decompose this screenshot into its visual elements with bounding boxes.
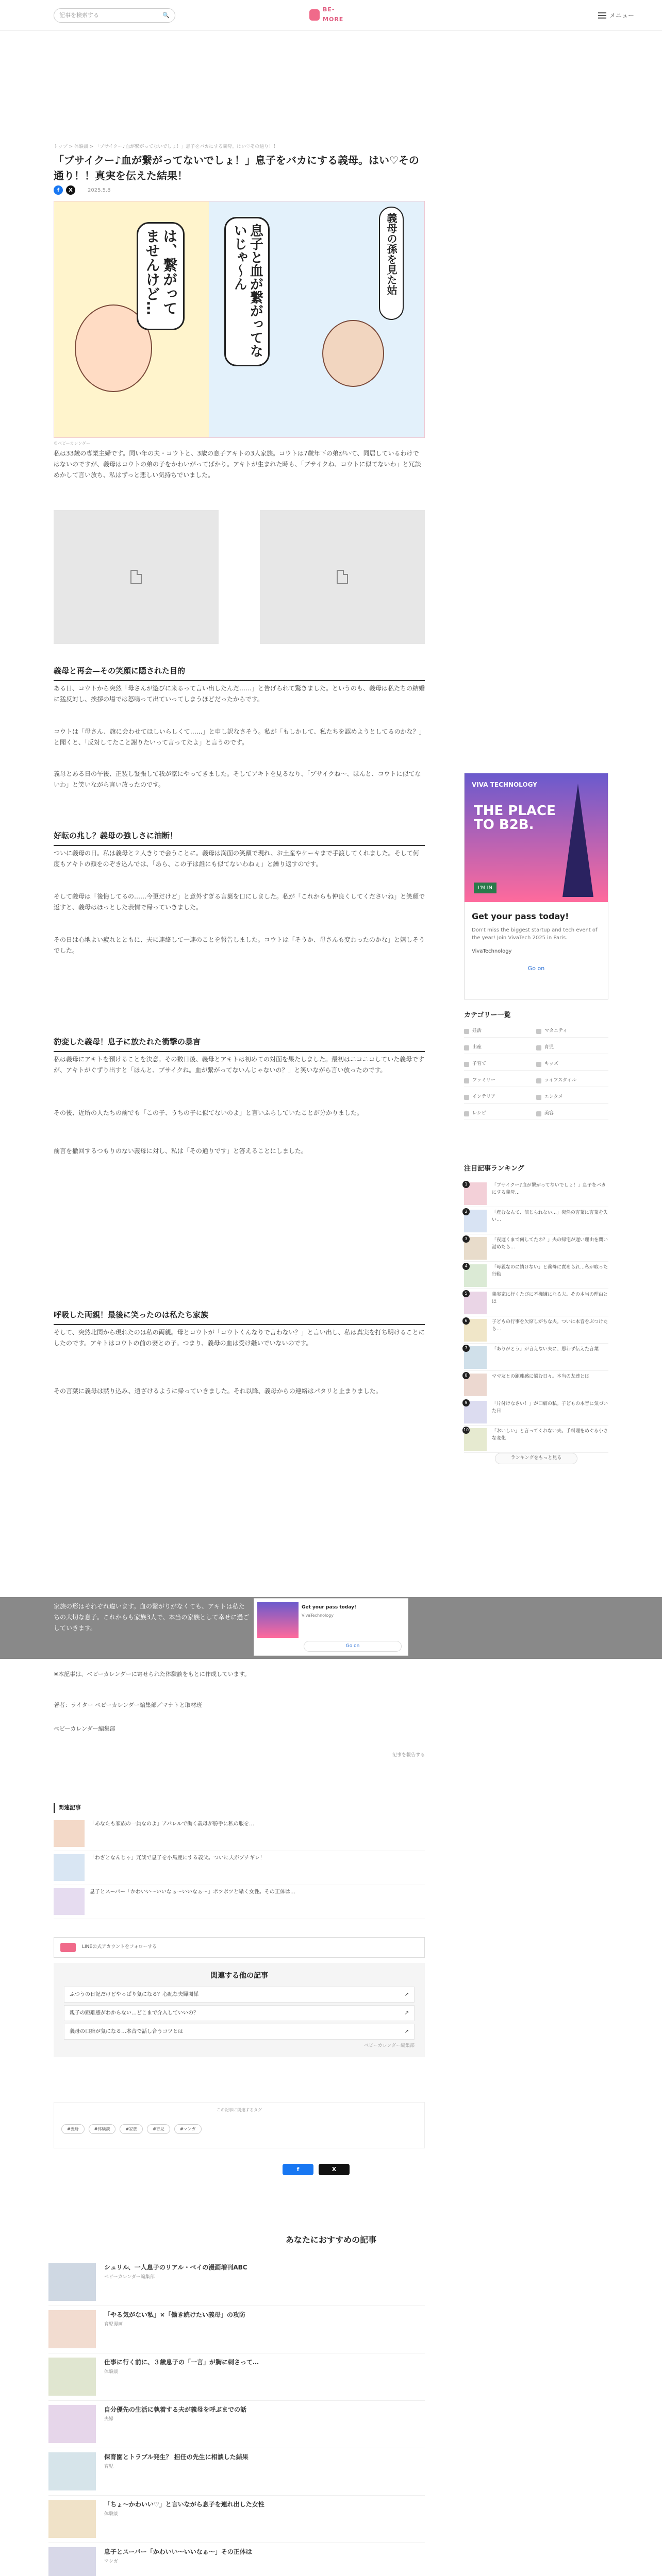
related-item-title: 息子とスーパー「かわいい〜いいなぁ〜いいなぁ〜」ポツポツと囁く女性。その正体は… bbox=[90, 1889, 295, 1895]
rank-number: 4 bbox=[462, 1263, 470, 1270]
ranking-item[interactable] bbox=[464, 1426, 608, 1453]
recommend-item-source: 育児 bbox=[104, 2464, 114, 2469]
category-icon bbox=[536, 1029, 541, 1034]
category-item[interactable] bbox=[464, 1075, 536, 1087]
ranking-item[interactable] bbox=[464, 1180, 608, 1207]
rank-number: 2 bbox=[462, 1208, 470, 1215]
category-item[interactable] bbox=[536, 1075, 608, 1087]
category-label: エンタメ bbox=[544, 1094, 563, 1099]
qa-item[interactable] bbox=[64, 2024, 415, 2040]
category-item[interactable] bbox=[536, 1042, 608, 1054]
share-icons bbox=[54, 185, 111, 195]
recommend-item-title: 息子とスーパー「かわいい〜いいなぁ〜」その正体は bbox=[104, 2548, 252, 2555]
category-title: カテゴリー一覧 bbox=[464, 1011, 511, 1019]
category-item[interactable] bbox=[464, 1042, 536, 1054]
sidebar-ad-image bbox=[465, 773, 608, 902]
hero-comic-image bbox=[54, 201, 425, 438]
paragraph: そして、突然北関から現れたのは私の両親。母とコウトが「コウトくんなりで言わない？」と言い出し、私は真実を打ち明けることにしたのです。アキトはコウトの前の妻との子。つまり、義母の血は受け継いでいないのです。 bbox=[54, 1329, 425, 1347]
recommend-item-source: 育児漫画 bbox=[104, 2322, 123, 2327]
ranking-item-title: 「片付けなさい！」が口癖の私。子どもの本音に気づいた日 bbox=[492, 1401, 608, 1414]
tag-chip[interactable]: #育児 bbox=[147, 2124, 170, 2134]
ranking-item[interactable] bbox=[464, 1262, 608, 1289]
paragraph: その後、近所の人たちの前でも「この子、うちの子に似てないのよ」と言いふらしていたことが分かりました。 bbox=[54, 1109, 363, 1116]
ranking-thumb bbox=[464, 1182, 487, 1205]
category-item[interactable] bbox=[464, 1025, 536, 1038]
eiffel-tower-shape bbox=[562, 784, 593, 897]
ranking-item-title: 「ありがとう」が言えない夫に、思わず伝えた言葉 bbox=[492, 1347, 599, 1352]
recommend-thumb bbox=[48, 2500, 96, 2538]
category-label: 子育て bbox=[472, 1061, 487, 1066]
category-item[interactable] bbox=[464, 1091, 536, 1104]
qa-item-text: 親子の距離感がわからない…どこまで介入していいの？ bbox=[70, 2010, 198, 2016]
related-thumb bbox=[54, 1820, 85, 1847]
recommend-thumb bbox=[48, 2358, 96, 2396]
related-title: 関連記事 bbox=[54, 1803, 425, 1813]
category-label: 妊活 bbox=[472, 1028, 482, 1033]
ranking-item-title: 「夜遅くまで何してたの？」夫の帰宅が遅い理由を問い詰めたら… bbox=[492, 1238, 608, 1250]
recommend-item[interactable] bbox=[48, 2496, 425, 2543]
category-item[interactable] bbox=[536, 1025, 608, 1038]
related-articles bbox=[54, 1803, 425, 1919]
tag-chip[interactable]: #家族 bbox=[120, 2124, 143, 2134]
category-icon bbox=[464, 1045, 469, 1050]
recommend-item[interactable] bbox=[48, 2306, 425, 2353]
tags-title: この記事に関連するタグ bbox=[217, 2108, 262, 2112]
recommend-item[interactable] bbox=[48, 2353, 425, 2401]
ad-headline: THE PLACE TO B2B. bbox=[474, 803, 556, 833]
ranking-item[interactable] bbox=[464, 1289, 608, 1316]
share-buttons bbox=[283, 2164, 350, 2175]
ranking-thumb bbox=[464, 1428, 487, 1451]
ad-slot[interactable] bbox=[260, 510, 425, 644]
search-box[interactable] bbox=[54, 8, 175, 23]
ad-slot[interactable] bbox=[54, 510, 219, 644]
disclaimer: ※本記事は、ベビーカレンダーに寄せられた体験談をもとに作成しています。 bbox=[54, 1671, 250, 1677]
qa-item-text: 義母の口癖が気になる…本音で話し合うコツとは bbox=[70, 2028, 183, 2035]
category-label: 育児 bbox=[544, 1044, 554, 1050]
qa-item[interactable] bbox=[64, 1987, 415, 2003]
overlay-paragraph: 家族の形はそれぞれ違います。血の繋がりがなくても、アキトは私たちの大切な息子。これからも家族3人で、本当の家族として幸せに過ごしていきます。 bbox=[54, 1603, 250, 1632]
ad-placeholder-icon bbox=[337, 570, 348, 584]
menu-button[interactable] bbox=[598, 10, 634, 21]
ranking-thumb bbox=[464, 1374, 487, 1396]
category-label: ファミリー bbox=[472, 1077, 495, 1083]
category-item[interactable] bbox=[536, 1058, 608, 1071]
category-icon bbox=[464, 1029, 469, 1034]
ad-cta[interactable]: Go on bbox=[527, 965, 545, 972]
category-label: レシピ bbox=[472, 1110, 486, 1116]
category-label: 美容 bbox=[544, 1110, 554, 1116]
ranking-item-title: 子どもの行事を欠席しがちな夫。ついに本音をぶつけたら… bbox=[492, 1319, 608, 1332]
x-share-button[interactable]: X bbox=[319, 2164, 350, 2175]
recommend-thumb bbox=[48, 2310, 96, 2348]
recommend-thumb bbox=[48, 2405, 96, 2443]
recommend-item-source: ベビーカレンダー編集部 bbox=[104, 2275, 155, 2280]
ranking-thumb bbox=[464, 1210, 487, 1232]
recommend-thumb bbox=[48, 2547, 96, 2576]
ranking-thumb bbox=[464, 1237, 487, 1260]
recommend-item-title: 「ちょ〜かわいい♡」と言いながら息子を連れ出した女性 bbox=[104, 2501, 264, 2508]
tag-chip[interactable]: #義母 bbox=[61, 2124, 85, 2134]
rank-number: 6 bbox=[462, 1317, 470, 1325]
site-header bbox=[0, 0, 662, 31]
recommend-item-title: 自分優先の生活に執着する夫が義母を呼ぶまでの話 bbox=[104, 2406, 247, 2413]
ad-brand: VIVA TECHNOLOGY bbox=[472, 781, 537, 788]
rank-number: 5 bbox=[462, 1290, 470, 1297]
line-logo-icon bbox=[60, 1943, 76, 1952]
related-item-title: 「あなたも家族の一員なのよ」アパレルで働く義母が勝手に私の服を… bbox=[90, 1821, 254, 1827]
ranking-item[interactable] bbox=[464, 1398, 608, 1426]
author-line: 著者：ライター ベビーカレンダー編集部／マナトと取材班 bbox=[54, 1702, 202, 1708]
related-item[interactable] bbox=[54, 1851, 425, 1885]
ranking-item-title: 「産むなんて、信じられない…」突然の言葉に言葉を失い… bbox=[492, 1210, 608, 1223]
rank-number: 3 bbox=[462, 1235, 470, 1243]
grandmother-face bbox=[322, 320, 384, 387]
category-icon bbox=[464, 1062, 469, 1067]
category-label: マタニティ bbox=[544, 1028, 568, 1033]
category-icon bbox=[464, 1111, 469, 1116]
related-item[interactable] bbox=[54, 1885, 425, 1919]
ranking-item-title: 義実家に行くたびに不機嫌になる夫。その本当の理由とは bbox=[492, 1292, 608, 1304]
recommend-item[interactable] bbox=[48, 2543, 425, 2576]
recommend-item-source: マンガ bbox=[104, 2559, 119, 2564]
logo-mark-icon bbox=[309, 9, 320, 21]
section-heading: 呼吸した両親！最後に笑ったのは私たち家族 bbox=[54, 1309, 425, 1325]
recommend-item[interactable] bbox=[48, 2401, 425, 2448]
qa-item[interactable] bbox=[64, 2005, 415, 2021]
paragraph: コウトは「母さん、旗に会わせてほしいらしくて……」と申し訳なさそう。私が「もしかして、私たちを認めようとしてるのかな？」と聞くと、「反対してたこと謝りたいって言ってたよ」と言うのです。 bbox=[54, 728, 422, 746]
paragraph: 前言を撤回するつもりのない義母に対し、私は「その通りです」と答えることにしました。 bbox=[54, 1147, 307, 1155]
rank-number: 7 bbox=[462, 1345, 470, 1352]
paragraph: 義母とある日の午後、正装し緊張して我が家にやってきました。そしてアキトを見るなり、「ブサイクね〜、ほんと、コウトに似てないわ」と笑いながら言い放ったのです。 bbox=[54, 770, 421, 788]
ranking-item[interactable] bbox=[464, 1316, 608, 1344]
tag-chip[interactable]: #マンガ bbox=[174, 2124, 202, 2134]
category-item[interactable] bbox=[464, 1108, 536, 1120]
category-icon bbox=[536, 1078, 541, 1083]
category-label: インテリア bbox=[472, 1094, 496, 1099]
facebook-share-button[interactable]: f bbox=[283, 2164, 313, 2175]
search-icon[interactable]: 🔍 bbox=[162, 11, 170, 19]
category-icon bbox=[536, 1111, 541, 1116]
category-list bbox=[464, 1025, 608, 1120]
intro-paragraph: 私は33歳の専業主婦です。同い年の夫・コウトと、3歳の息子アキトの3人家族。コウトは7歳年下の弟がいて、同居しているわけではないのですが、義母はコウトの弟の子をかわいがってばかり。アキトが生まれた時も、「ブサイクね、コウトに似てないわ」と冗談めかして言い放ち、私はずっと悲しい気持ちでいました。 bbox=[54, 450, 421, 479]
sidebar-ad[interactable] bbox=[464, 773, 608, 999]
rank-number: 10 bbox=[462, 1427, 470, 1434]
recommend-list bbox=[48, 2259, 425, 2576]
category-item[interactable] bbox=[464, 1058, 536, 1071]
recommend-item-source: 体験談 bbox=[104, 2369, 119, 2375]
line-follow-box[interactable] bbox=[54, 1937, 425, 1958]
ranking-thumb bbox=[464, 1319, 487, 1342]
qa-box bbox=[54, 1963, 425, 2057]
ranking-item-title: 「おいしい」と言ってくれない夫。手料理をめぐる小さな変化 bbox=[492, 1429, 608, 1441]
overlay-ad-image bbox=[257, 1602, 299, 1638]
paragraph: その日は心地よい疲れとともに、夫に連絡して一連のことを報告しました。コウトは「そうか、母さんも変わったのかな」と嬉しそうでした。 bbox=[54, 936, 425, 954]
hamburger-icon bbox=[598, 12, 606, 19]
rank-number: 9 bbox=[462, 1399, 470, 1406]
overlay-ad-desc: VivaTechnology bbox=[302, 1613, 334, 1618]
recommend-thumb bbox=[48, 2263, 96, 2301]
ranking-more-button[interactable]: ランキングをもっと見る bbox=[495, 1453, 577, 1464]
site-logo[interactable] bbox=[309, 6, 353, 24]
overlay-ad[interactable] bbox=[254, 1598, 408, 1656]
ad-placeholder-icon bbox=[130, 570, 142, 584]
category-item[interactable] bbox=[536, 1108, 608, 1120]
paragraph: そして義母は「後悔してるの……今更だけど」と意外すぎる言葉を口にしました。私が「これからも仲良くしてくださいね」と笑顔で返すと、義母はほっとした表情で帰っていきました。 bbox=[54, 893, 425, 911]
report-link[interactable]: 記事を報告する bbox=[392, 1753, 425, 1758]
paragraph: その言葉に義母は黙り込み、遠ざけるように帰っていきました。それ以降、義母からの連絡はパタリと止まりました。 bbox=[54, 1387, 382, 1395]
speech-bubble-left: は、繋がってませんけど… bbox=[137, 222, 185, 330]
external-link-icon: ↗ bbox=[404, 2010, 409, 2016]
recommend-item-source: 夫婦 bbox=[104, 2417, 114, 2422]
author-sub: ベビーカレンダー編集部 bbox=[54, 1725, 115, 1732]
external-link-icon: ↗ bbox=[404, 2028, 409, 2035]
category-icon bbox=[536, 1062, 541, 1067]
ranking-thumb bbox=[464, 1292, 487, 1314]
category-item[interactable] bbox=[536, 1091, 608, 1104]
recommend-title: あなたにおすすめの記事 bbox=[285, 2235, 377, 2245]
recommend-item-title: シュリル、一人息子のリアル・ベイの漫画増刊ABC bbox=[104, 2264, 247, 2271]
ad-badge: I'M IN bbox=[474, 883, 496, 893]
overlay-ad-title: Get your pass today! bbox=[302, 1605, 357, 1610]
article-title: 「ブサイクー♪血が繋がってないでしょ！」息子をバカにする義母。はい♡その通り！！真実を伝えた結果！ bbox=[54, 154, 419, 182]
ranking-item-title: 「ブサイクー♪血が繋がってないでしょ！」息子をバカにする義母… bbox=[492, 1183, 606, 1195]
section-heading: 好転の兆し？義母の強しさに油断！ bbox=[54, 829, 425, 846]
ranking-item[interactable] bbox=[464, 1371, 608, 1398]
qa-note: ベビーカレンダー編集部 bbox=[364, 2043, 415, 2048]
breadcrumb[interactable]: トップ > 体験談 > 「ブサイクー♪血が繋がってないでしょ！」息子をバカにする義母。はい♡その通り！！ bbox=[54, 144, 278, 149]
category-label: ライフスタイル bbox=[544, 1077, 576, 1083]
speech-bubble-right: 息子と血が繋がってないじゃ〜ん bbox=[224, 217, 270, 366]
recommend-item[interactable] bbox=[48, 2259, 425, 2306]
tag-chip[interactable]: #体験談 bbox=[89, 2124, 116, 2134]
ranking-thumb bbox=[464, 1346, 487, 1369]
ranking-item[interactable] bbox=[464, 1344, 608, 1371]
ranking-thumb bbox=[464, 1401, 487, 1423]
category-label: キッズ bbox=[544, 1061, 558, 1066]
overlay-ad-cta[interactable]: Go on bbox=[304, 1641, 402, 1652]
category-icon bbox=[464, 1078, 469, 1083]
tag-box bbox=[54, 2102, 425, 2148]
line-text: LINE公式アカウントをフォローする bbox=[82, 1944, 157, 1950]
recommend-item[interactable] bbox=[48, 2448, 425, 2496]
related-thumb bbox=[54, 1888, 85, 1915]
recommend-item-title: 仕事に行く前に、３歳息子の「一言」が胸に刺さって… bbox=[104, 2359, 259, 2366]
recommend-thumb bbox=[48, 2452, 96, 2490]
ranking-thumb bbox=[464, 1264, 487, 1287]
related-thumb bbox=[54, 1854, 85, 1881]
external-link-icon: ↗ bbox=[404, 1991, 409, 1997]
category-icon bbox=[536, 1095, 541, 1100]
ranking-item-title: ママ友との距離感に悩む日々。本当の友達とは bbox=[492, 1374, 590, 1379]
paragraph: 私は義母にアキトを預けることを決意。その数日後、義母とアキトは初めての対面を果たしました。最初はニコニコしていた義母ですが、アキトがぐずり出すと「ほんと、ブサイクね。血が繋がってないんじゃないの？」と笑いながら言い放ったのです。 bbox=[54, 1056, 425, 1074]
ranking-item[interactable] bbox=[464, 1207, 608, 1234]
ranking-item-title: 「母親なのに情けない」と義母に責められ…私が取った行動 bbox=[492, 1265, 608, 1277]
section-heading: 豹変した義母！息子に放たれた衝撃の暴言 bbox=[54, 1036, 425, 1052]
section-heading: 義母と再会—その笑顔に隠された目的 bbox=[54, 665, 425, 681]
x-icon[interactable]: X bbox=[66, 185, 75, 195]
recommend-item-title: 保育園とトラブル発生？ 担任の先生に相談した結果 bbox=[104, 2453, 249, 2461]
qa-title: 関連する他の記事 bbox=[210, 1972, 268, 1980]
facebook-icon[interactable]: f bbox=[54, 185, 63, 195]
ranking-item[interactable] bbox=[464, 1234, 608, 1262]
menu-label: メニュー bbox=[609, 12, 635, 19]
paragraph: ある日、コウトから突然「母さんが遊びに来るって言い出したんだ……」と告げられて驚きました。というのも、義母は私たちの結婚に猛反対し、挨拶の場では怒鳴って出ていってしまうほどだったからです。 bbox=[54, 685, 425, 703]
related-item-title: 「わざとなんじゃ」冗談で息子を小馬鹿にする義父。ついに夫がブチギレ！ bbox=[90, 1855, 265, 1861]
category-icon bbox=[464, 1095, 469, 1100]
rank-number: 1 bbox=[462, 1181, 470, 1188]
ad-title: Get your pass today! bbox=[472, 911, 569, 921]
publish-date: 2025.5.8 bbox=[88, 187, 111, 193]
recommend-item-title: 「やる気がない私」×「働き続けたい義母」の攻防 bbox=[104, 2311, 246, 2318]
image-caption: ©ベビーカレンダー bbox=[54, 441, 90, 446]
ranking-list bbox=[464, 1180, 608, 1453]
paragraph: ついに義母の日。私は義母と２人きりで会うことに。義母は満面の笑顔で現れ、お土産やケーキまで手渡してくれました。そして何度もアキトの顔をのぞき込んでは、「あら、この子は誰にも似てないわねぇ」と繰り返すのです。 bbox=[54, 850, 419, 868]
ad-desc: Don't miss the biggest startup and tech event of the year! Join VivaTech 2025 in Paris. bbox=[472, 927, 598, 941]
search-input[interactable]: 記事を検索する bbox=[59, 11, 99, 19]
comic-side-label: 義母の孫を見た姑 bbox=[379, 207, 404, 320]
ranking-title: 注目記事ランキング bbox=[464, 1165, 524, 1173]
related-item[interactable] bbox=[54, 1817, 425, 1851]
rank-number: 8 bbox=[462, 1372, 470, 1379]
recommend-item-source: 体験談 bbox=[104, 2512, 119, 2517]
qa-item-text: ふつうの日記だけどやっぱり気になる？心配な夫婦関係 bbox=[70, 1991, 198, 1997]
category-icon bbox=[536, 1045, 541, 1050]
logo-text: BE-MORE bbox=[323, 6, 344, 23]
ad-source: VivaTechnology bbox=[472, 948, 512, 955]
category-label: 出産 bbox=[472, 1044, 482, 1050]
